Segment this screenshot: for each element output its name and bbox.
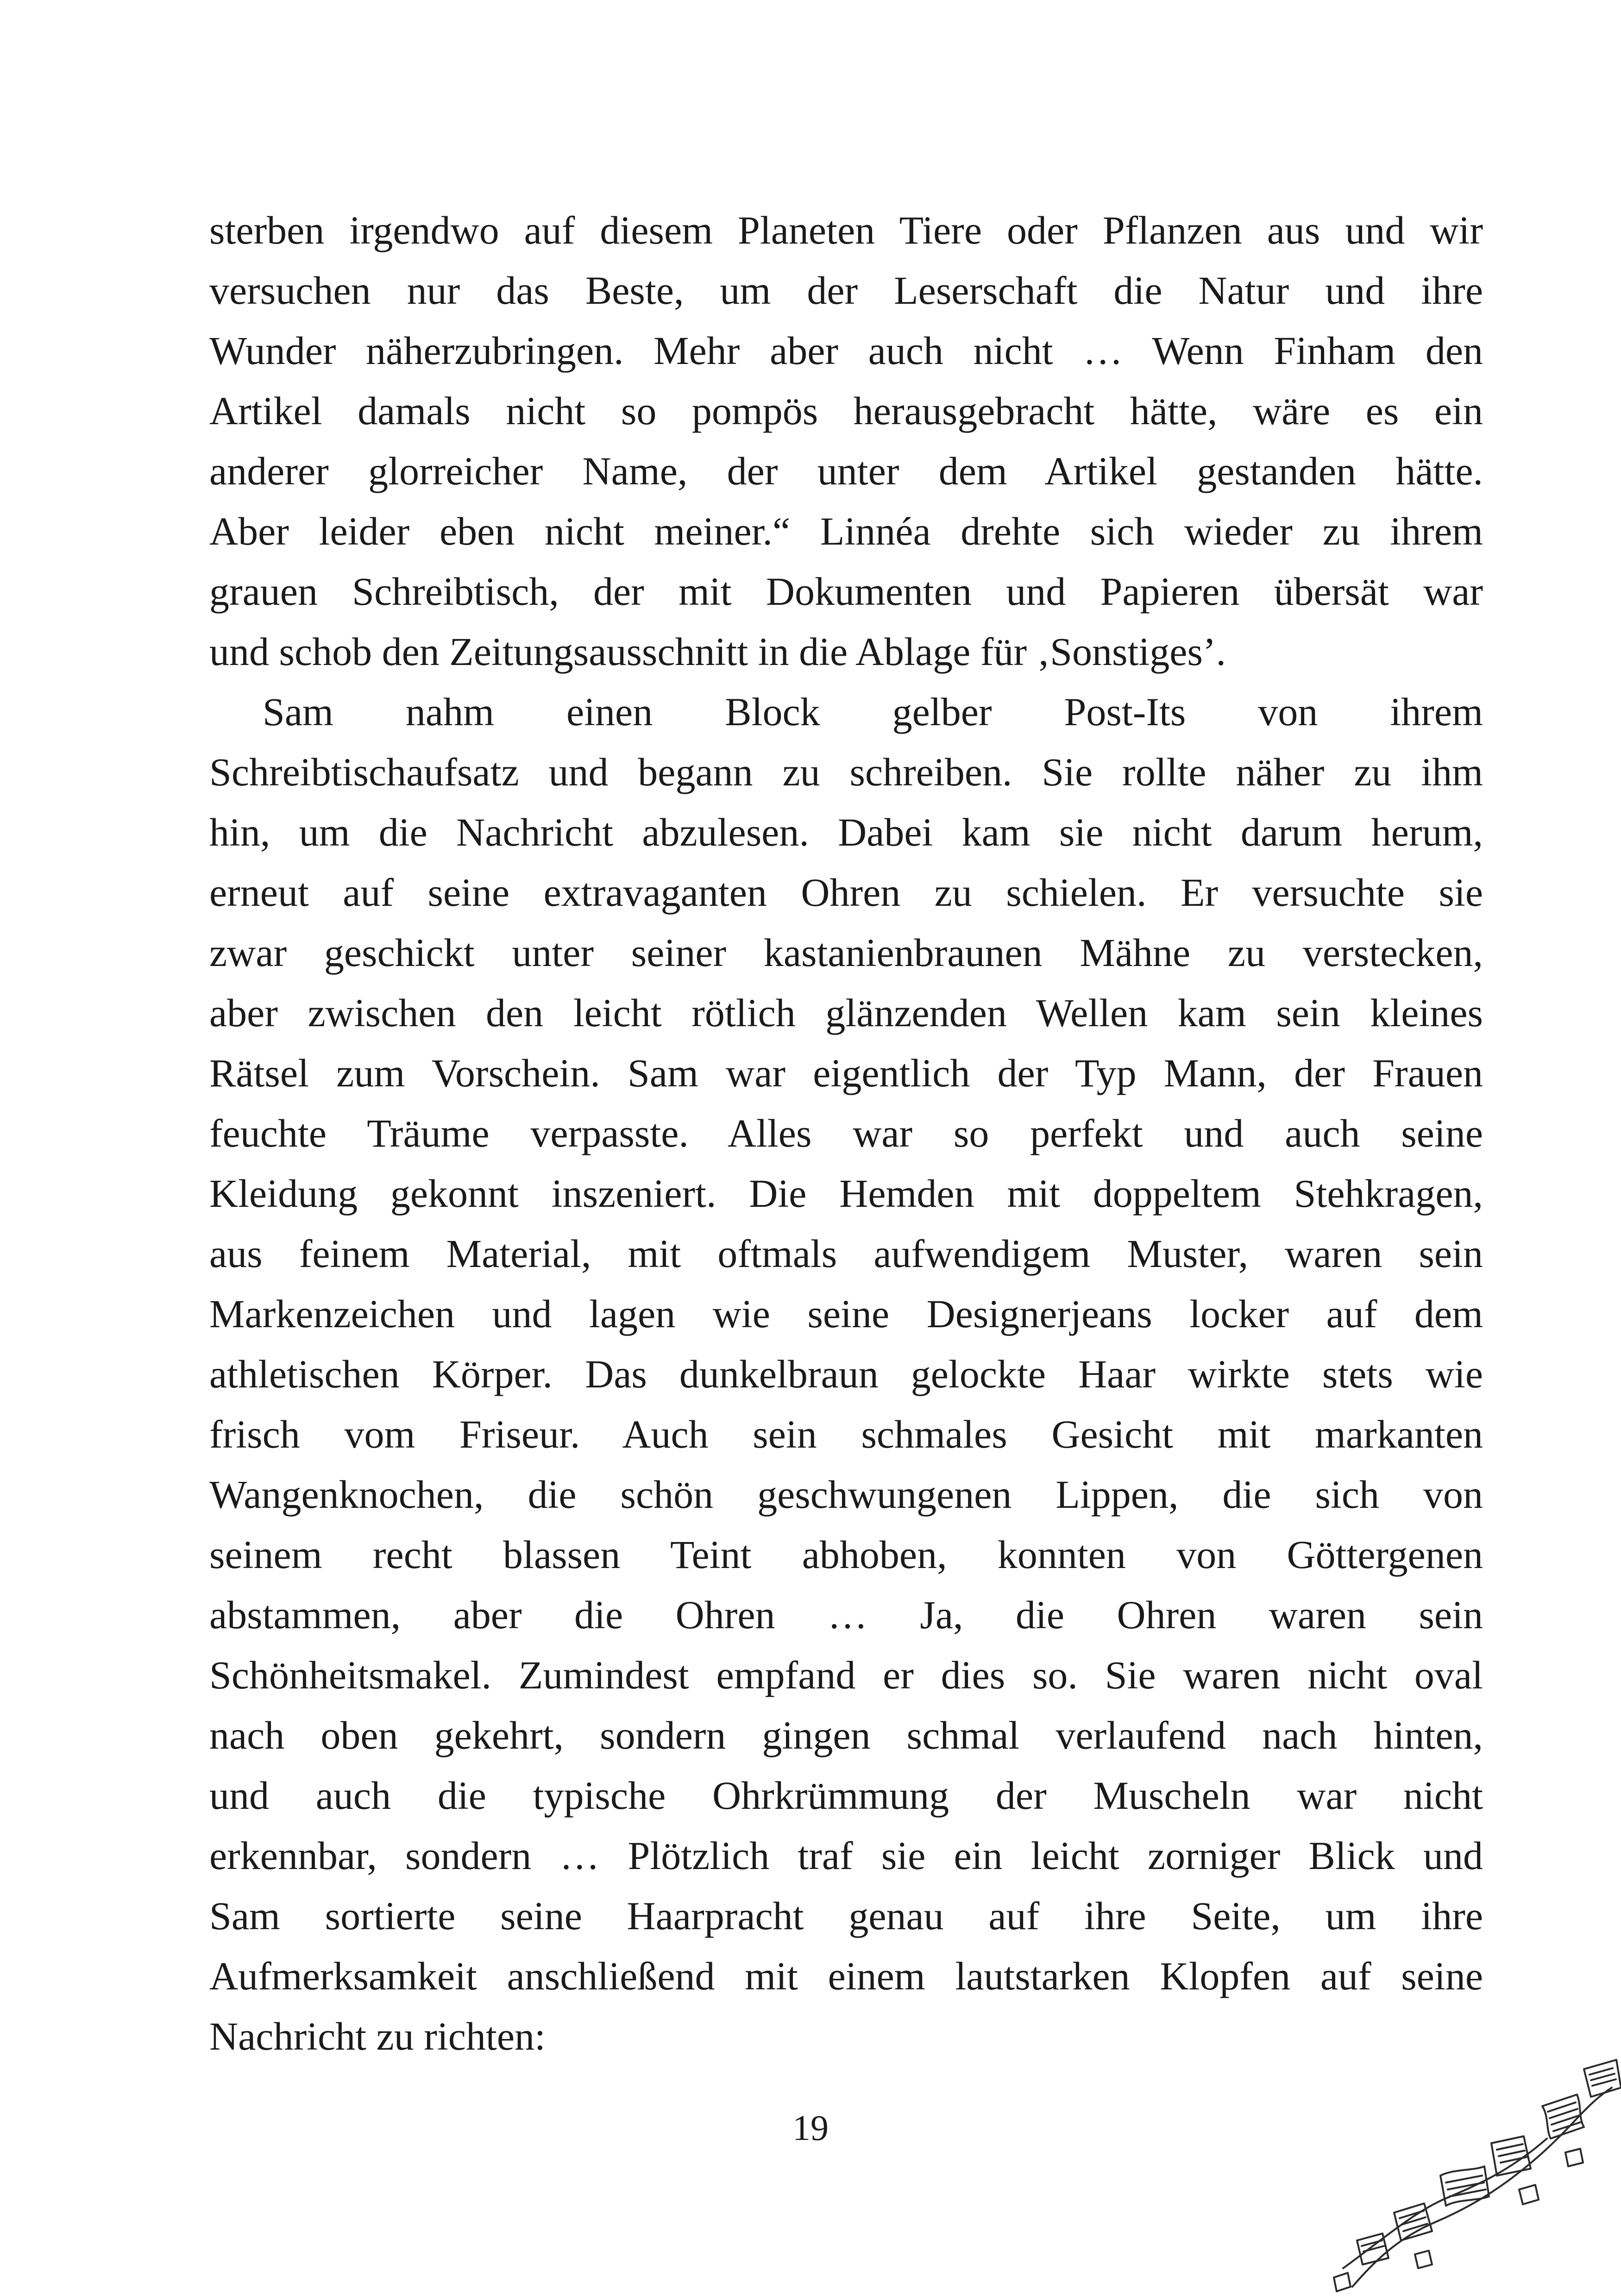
- text-line: feuchte Träume verpasste. Alles war so perfekt und auch seine: [209, 1111, 1483, 1155]
- text-line: abstammen, aber die Ohren … Ja, die Ohren waren sein: [209, 1593, 1483, 1637]
- text-line: versuchen nur das Beste, um der Leserschaft die Natur und ihre: [209, 268, 1483, 313]
- text-line: seinem recht blassen Teint abhoben, konnten von Göttergenen: [209, 1532, 1483, 1577]
- text-line: Kleidung gekonnt inszeniert. Die Hemden mit doppeltem Stehkragen,: [209, 1171, 1483, 1216]
- text-line: Aufmerksamkeit anschließend mit einem lautstarken Klopfen auf seine: [209, 1954, 1483, 1998]
- text-line: Sam sortierte seine Haarpracht genau auf ihre Seite, um ihre: [209, 1894, 1483, 1938]
- text-line: Schönheitsmakel. Zumindest empfand er dies so. Sie waren nicht oval: [209, 1653, 1483, 1697]
- text-line: Schreibtischaufsatz und begann zu schreiben. Sie rollte näher zu ihm: [209, 750, 1483, 794]
- text-line: und auch die typische Ohrkrümmung der Muscheln war nicht: [209, 1773, 1483, 1818]
- text-line: erkennbar, sondern … Plötzlich traf sie ein leicht zorniger Blick und: [209, 1833, 1483, 1878]
- text-line: frisch vom Friseur. Auch sein schmales Gesicht mit markanten: [209, 1412, 1483, 1456]
- body-text: [209, 200, 1483, 2066]
- text-line: und schob den Zeitungsausschnitt in die Ablage für ‚Sonstiges’.: [209, 629, 1226, 674]
- text-line: anderer glorreicher Name, der unter dem Artikel gestanden hätte.: [209, 449, 1483, 493]
- text-line: grauen Schreibtisch, der mit Dokumenten und Papieren übersät war: [209, 569, 1483, 614]
- text-line: athletischen Körper. Das dunkelbraun gelockte Haar wirkte stets wie: [209, 1352, 1483, 1396]
- text-line: sterben irgendwo auf diesem Planeten Tiere oder Pflanzen aus und wir: [209, 208, 1483, 252]
- text-line: Nachricht zu richten:: [209, 2014, 546, 2058]
- text-line: Wunder näherzubringen. Mehr aber auch nicht … Wenn Finham den: [209, 328, 1483, 373]
- text-line: Sam nahm einen Block gelber Post-Its von ihrem: [263, 690, 1483, 734]
- page-number: 19: [792, 2108, 829, 2148]
- text-line: Artikel damals nicht so pompös herausgebracht hätte, wäre es ein: [209, 389, 1483, 433]
- text-line: aus feinem Material, mit oftmals aufwendigem Muster, waren sein: [209, 1231, 1483, 1276]
- text-line: Rätsel zum Vorschein. Sam war eigentlich der Typ Mann, der Frauen: [209, 1051, 1483, 1095]
- text-line: erneut auf seine extravaganten Ohren zu schielen. Er versuchte sie: [209, 870, 1483, 915]
- text-line: Markenzeichen und lagen wie seine Designerjeans locker auf dem: [209, 1292, 1483, 1336]
- text-line: Wangenknochen, die schön geschwungenen Lippen, die sich von: [209, 1472, 1483, 1517]
- text-line: zwar geschickt unter seiner kastanienbraunen Mähne zu verstecken,: [209, 930, 1483, 975]
- text-line: aber zwischen den leicht rötlich glänzenden Wellen kam sein kleines: [209, 991, 1483, 1035]
- flying-papers-icon: [1325, 2037, 1621, 2296]
- text-line: Aber leider eben nicht meiner.“ Linnéa drehte sich wieder zu ihrem: [209, 509, 1483, 553]
- text-line: nach oben gekehrt, sondern gingen schmal verlaufend nach hinten,: [209, 1713, 1483, 1757]
- text-line: hin, um die Nachricht abzulesen. Dabei kam sie nicht darum herum,: [209, 810, 1483, 854]
